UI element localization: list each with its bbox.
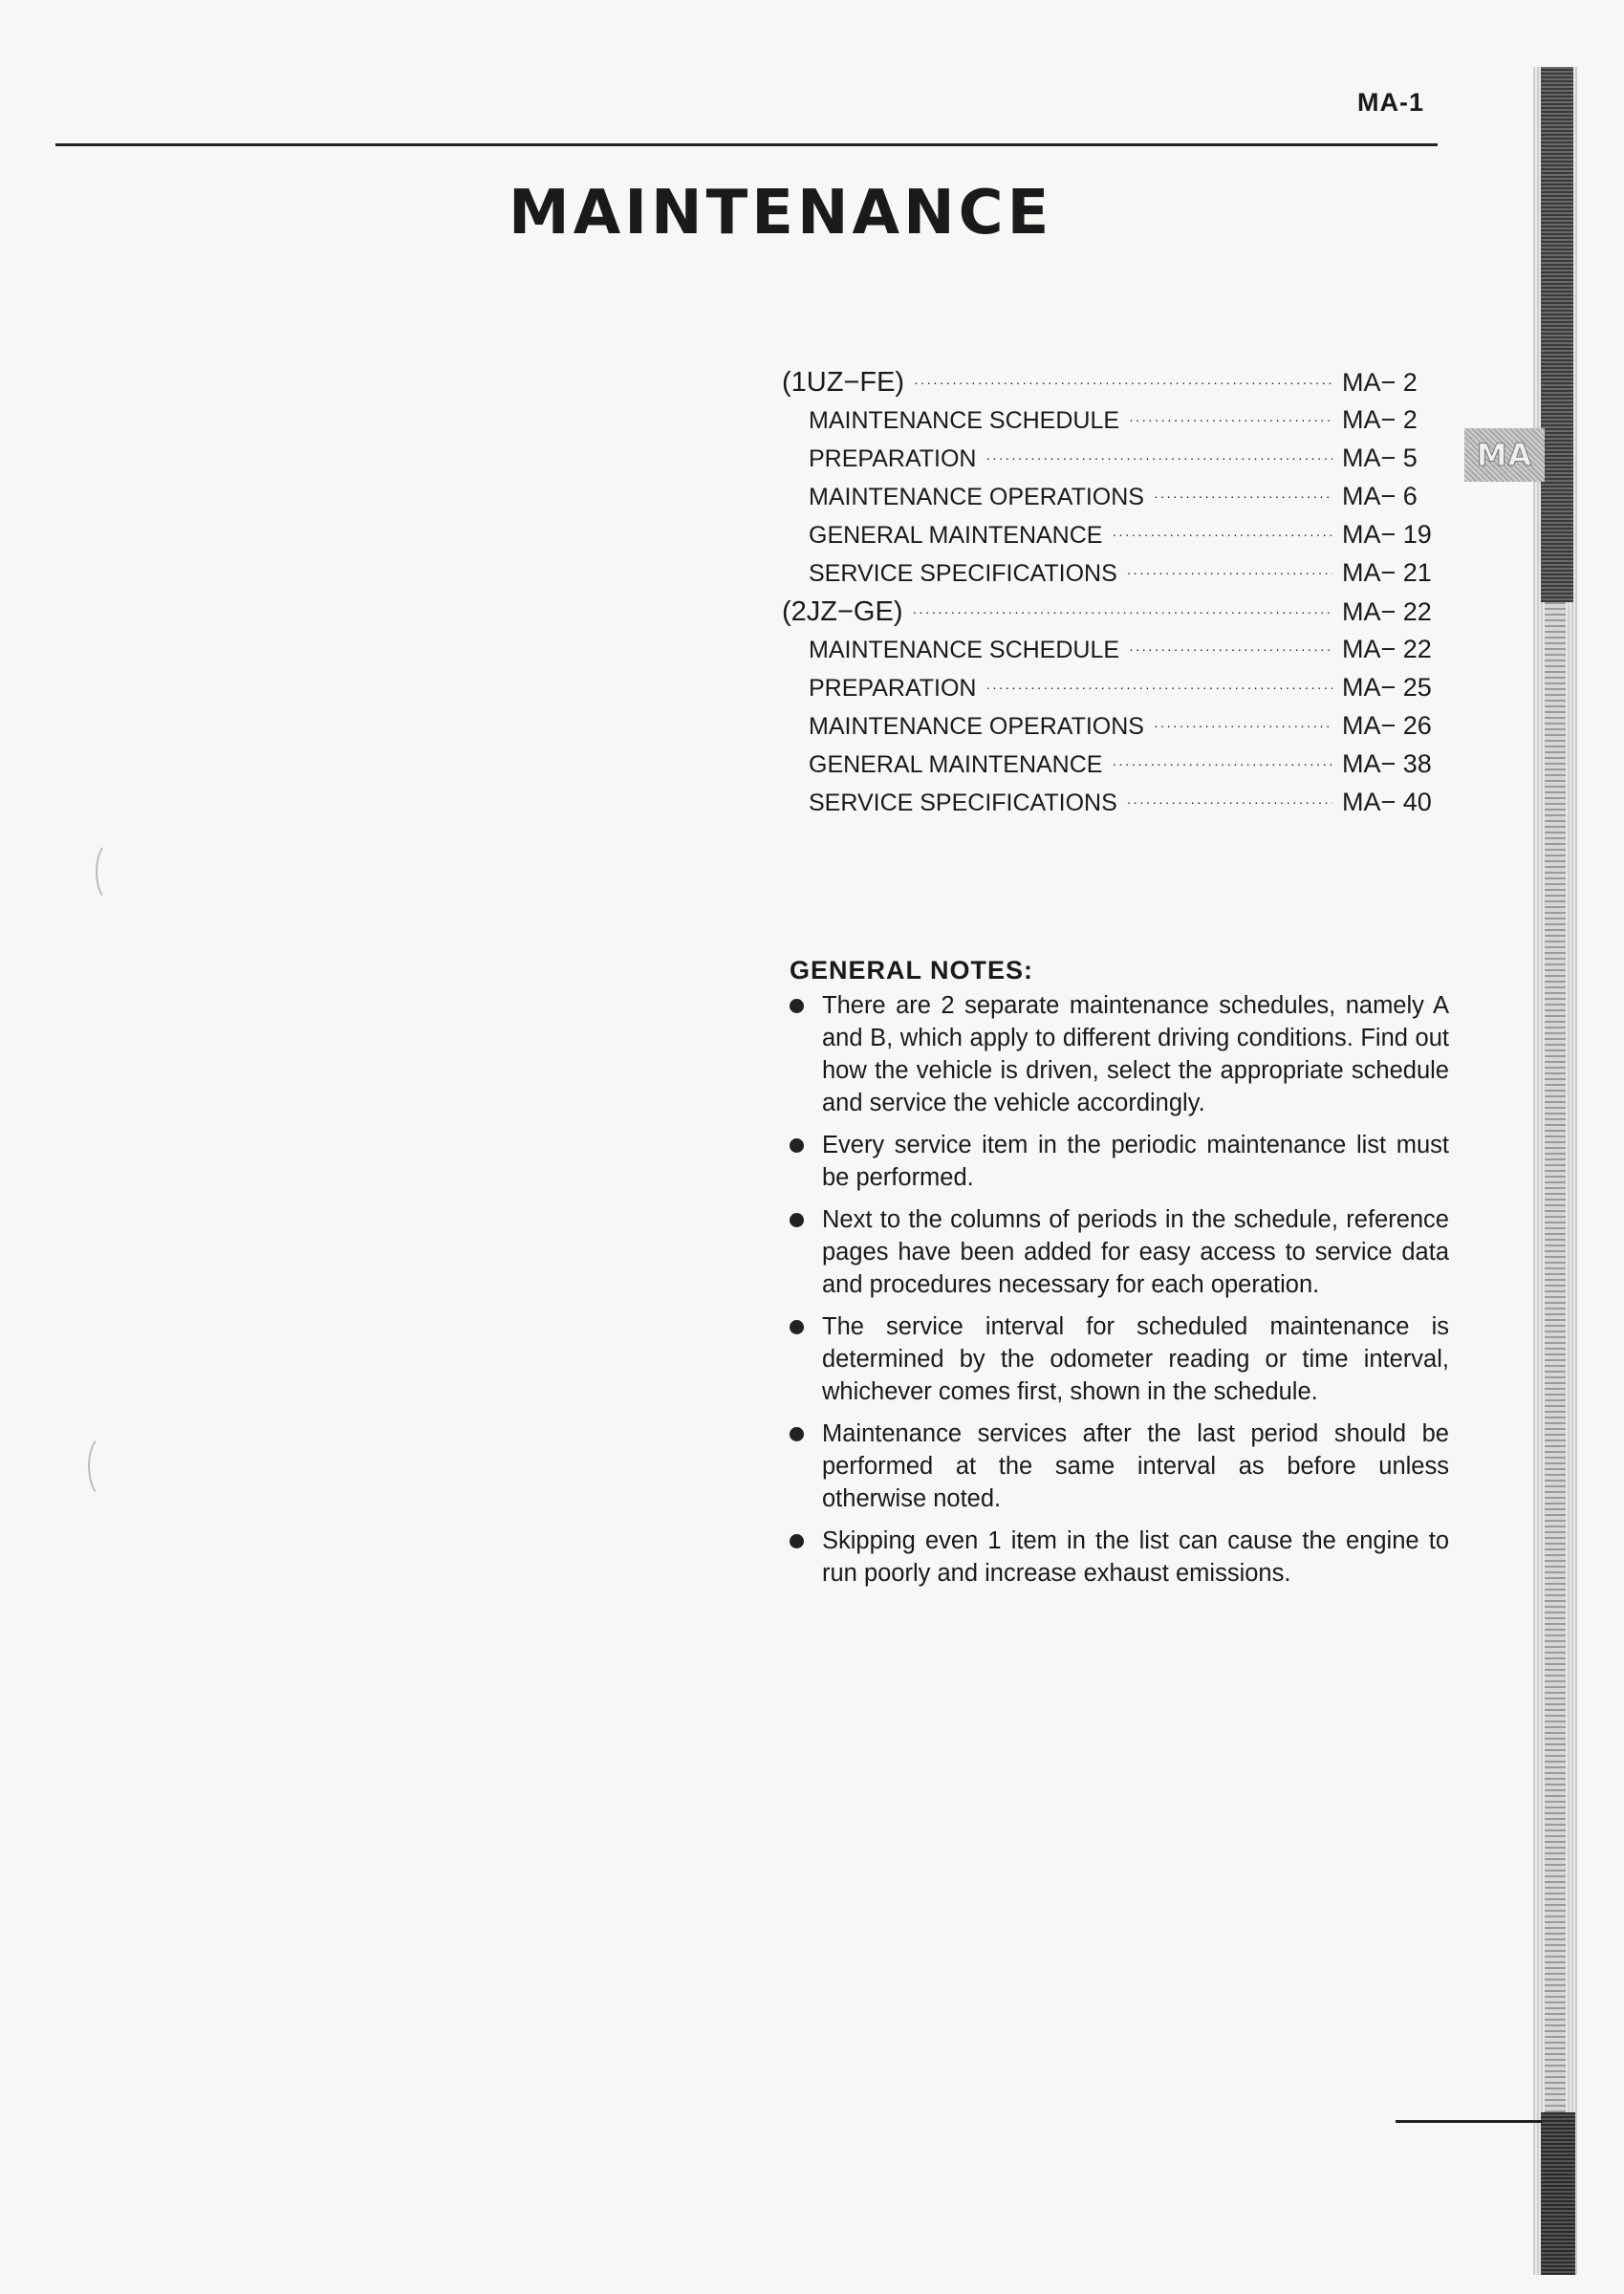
toc-label: MAINTENANCE OPERATIONS — [809, 713, 1144, 740]
toc-leader-dots — [913, 604, 1333, 619]
toc-leader-dots — [1127, 565, 1332, 580]
toc-page-ref: MA− 22 — [1342, 635, 1432, 663]
note-item — [790, 1129, 1449, 1194]
table-of-contents — [782, 367, 1443, 826]
toc-page-ref: MA− 40 — [1342, 788, 1432, 816]
general-notes — [790, 956, 1449, 1599]
note-item — [790, 1203, 1449, 1301]
toc-label: GENERAL MAINTENANCE — [809, 522, 1103, 549]
toc-label: MAINTENANCE SCHEDULE — [809, 637, 1120, 663]
toc-row[interactable] — [782, 788, 1443, 826]
toc-leader-dots — [1154, 718, 1332, 733]
toc-page-ref: MA− 22 — [1342, 597, 1432, 626]
toc-label: MAINTENANCE SCHEDULE — [809, 407, 1120, 434]
toc-row[interactable] — [782, 444, 1443, 482]
toc-leader-dots — [1127, 794, 1332, 810]
note-text: Skipping even 1 item in the list can cause the engine to run poorly and increase exhaust emissions. — [822, 1527, 1449, 1587]
toc-leader-dots — [914, 375, 1332, 390]
toc-label: (1UZ−FE) — [782, 367, 905, 398]
toc-row[interactable] — [782, 635, 1443, 673]
toc-leader-dots — [1112, 527, 1332, 542]
toc-page-ref: MA− 25 — [1342, 673, 1432, 702]
general-notes-heading: GENERAL NOTES: — [790, 956, 1034, 985]
note-item — [790, 1418, 1449, 1515]
toc-leader-dots — [1129, 641, 1332, 657]
page-title: MAINTENANCE — [509, 178, 1053, 249]
toc-page-ref: MA− 19 — [1342, 520, 1432, 549]
toc-row[interactable] — [782, 749, 1443, 788]
scan-mark — [96, 841, 126, 902]
note-item — [790, 1310, 1449, 1408]
toc-page-ref: MA− 6 — [1342, 482, 1418, 510]
bullet-icon — [790, 1427, 804, 1441]
toc-leader-dots — [986, 680, 1333, 695]
toc-page-ref: MA− 21 — [1342, 558, 1432, 587]
note-text: Maintenance services after the last period should be performed at the same interval as before unless otherwise noted. — [822, 1420, 1449, 1512]
note-item — [790, 989, 1449, 1119]
toc-leader-dots — [1129, 412, 1332, 427]
toc-page-ref: MA− 2 — [1342, 368, 1418, 397]
toc-row[interactable] — [782, 673, 1443, 711]
toc-row[interactable] — [782, 520, 1443, 558]
toc-row[interactable] — [782, 482, 1443, 520]
bullet-icon — [790, 1138, 804, 1153]
page-number-label: MA-1 — [1357, 88, 1424, 117]
footer-rule — [1396, 2120, 1543, 2123]
toc-page-ref: MA− 5 — [1342, 444, 1418, 472]
page-edge-dark-bottom — [1541, 2112, 1575, 2275]
note-item — [790, 1525, 1449, 1590]
note-text: There are 2 separate maintenance schedules, namely A and B, which apply to different driving conditions. Find out how the vehicle is driven, select the appropriate schedule and service the vehicle accordingly. — [822, 992, 1449, 1116]
toc-row[interactable] — [782, 596, 1443, 635]
page-edge-dark-top — [1541, 67, 1573, 602]
bullet-icon — [790, 999, 804, 1013]
toc-label: GENERAL MAINTENANCE — [809, 751, 1103, 778]
note-text: Next to the columns of periods in the schedule, reference pages have been added for easy access to service data and procedures necessary for each operation. — [822, 1206, 1449, 1298]
section-tab[interactable]: MA — [1464, 428, 1545, 482]
toc-row[interactable] — [782, 367, 1443, 405]
header-rule — [55, 143, 1438, 146]
toc-leader-dots — [986, 450, 1333, 465]
bullet-icon — [790, 1534, 804, 1548]
note-text: The service interval for scheduled maintenance is determined by the odometer reading or time interval, whichever comes first, shown in the schedule. — [822, 1313, 1449, 1405]
toc-row[interactable] — [782, 558, 1443, 596]
toc-page-ref: MA− 38 — [1342, 749, 1432, 778]
toc-leader-dots — [1154, 488, 1332, 504]
scan-mark — [88, 1434, 122, 1499]
toc-leader-dots — [1112, 756, 1332, 771]
toc-row[interactable] — [782, 405, 1443, 444]
toc-page-ref: MA− 26 — [1342, 711, 1432, 740]
toc-label: MAINTENANCE OPERATIONS — [809, 484, 1144, 510]
bullet-icon — [790, 1320, 804, 1334]
toc-label: PREPARATION — [809, 445, 977, 472]
toc-label: SERVICE SPECIFICATIONS — [809, 560, 1117, 587]
bullet-icon — [790, 1213, 804, 1227]
toc-label: (2JZ−GE) — [782, 596, 903, 627]
page-edge-mid — [1545, 602, 1566, 2112]
toc-page-ref: MA− 2 — [1342, 405, 1418, 434]
note-text: Every service item in the periodic maintenance list must be performed. — [822, 1132, 1449, 1191]
toc-row[interactable] — [782, 711, 1443, 749]
toc-label: PREPARATION — [809, 675, 977, 702]
toc-label: SERVICE SPECIFICATIONS — [809, 790, 1117, 816]
